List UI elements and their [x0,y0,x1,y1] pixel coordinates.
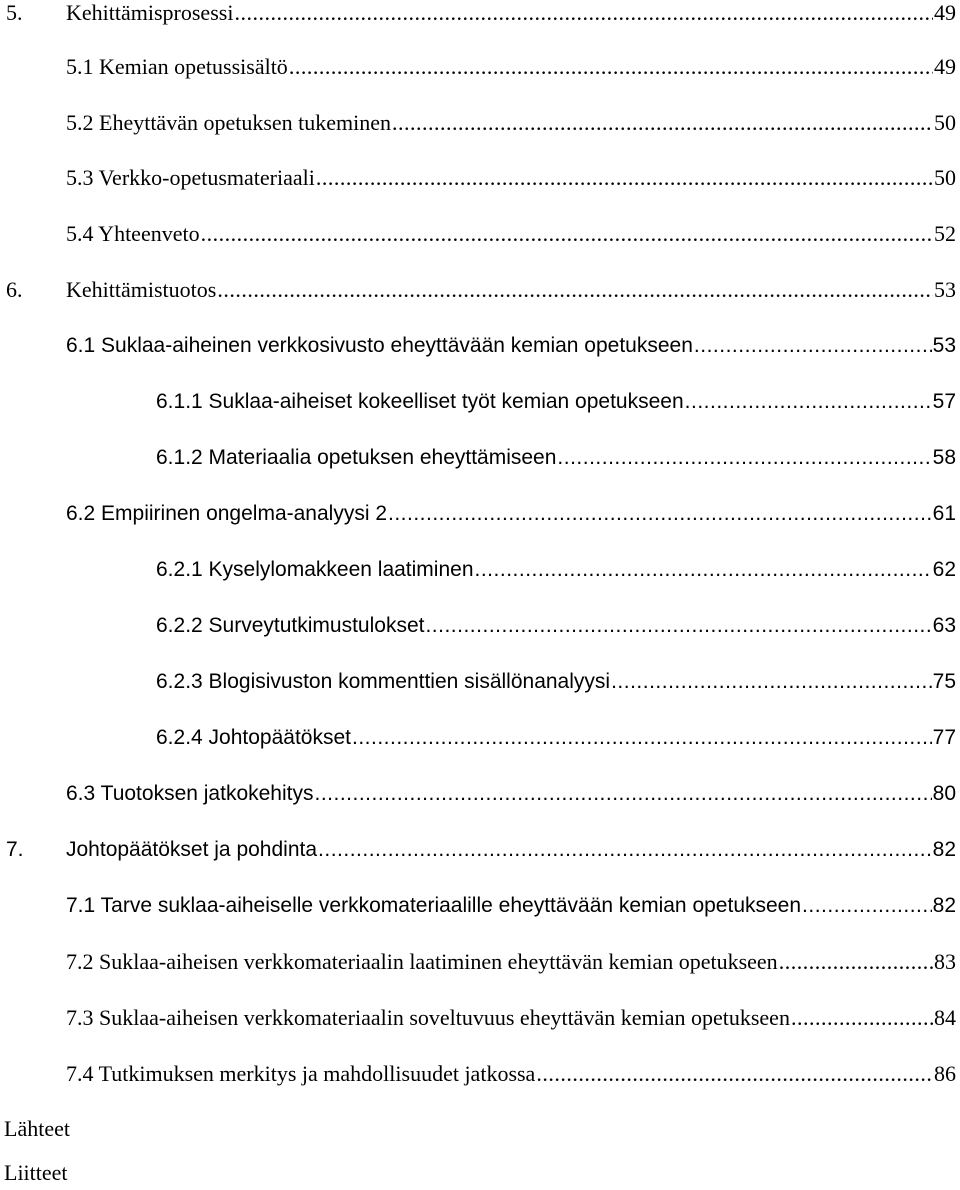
toc-entry-title: 7.3 Suklaa-aiheisen verkkomateriaalin soveltuvuus eheyttävän kemian opetukseen [66,1005,790,1030]
toc-entry-page: 50 [934,165,956,190]
toc-leader [392,106,933,140]
toc-entry-page: 53 [932,334,956,357]
toc-entry-title: Kehittämisprosessi [66,0,234,25]
toc-entry-title: 6.1.2 Materiaalia opetuksen eheyttämiseen [156,446,557,469]
toc-entry-title: 6.2.4 Johtopäätökset [156,726,351,749]
toc-leader [316,161,933,195]
toc-entry-title: 7.2 Suklaa-aiheisen verkkomateriaalin laatiminen eheyttävän kemian opetukseen [66,949,778,974]
toc-entry-title: 6.3 Tuotoksen jatkokehitys [66,782,314,805]
toc-leader [314,777,931,811]
toc-entry-number: 7. [6,838,24,861]
toc-entry-title: 6.2.3 Blogisivuston kommenttien sisällönanalyysi [156,670,611,693]
toc-entry-page: 86 [934,1061,956,1086]
toc-entry-page: 75 [932,670,956,693]
toc-entry-page: 82 [932,894,956,917]
toc-entry-title: 5.2 Eheyttävän opetuksen tukeminen [66,110,392,135]
toc-leader [779,945,933,979]
toc-entry-page: 61 [932,502,956,525]
toc-leader [201,217,933,251]
toc-entry-title: 5.4 Yhteenveto [66,221,200,246]
toc-leader [611,665,932,699]
toc-leader [352,721,932,755]
toc-entry-title: 5.3 Verkko-opetusmateriaali [66,165,315,190]
toc-entry-title: 6.2.1 Kyselylomakkeen laatiminen [156,558,474,581]
toc-leader [685,385,932,419]
toc-entry-page: 77 [932,726,956,749]
toc-references[interactable]: Lähteet [4,1116,70,1141]
toc-entry-page: 82 [932,838,956,861]
toc-entry-page: 83 [934,949,956,974]
toc-entry-page: 58 [932,446,956,469]
toc-leader [318,833,932,867]
toc-leader [536,1057,933,1091]
toc-entry-title: 6.2.2 Surveytutkimustulokset [156,614,425,637]
toc-entry-page: 84 [934,1005,956,1030]
toc-entry-page: 63 [932,614,956,637]
toc-appendices[interactable]: Liitteet [4,1160,68,1185]
toc-entry-title: 6.1 Suklaa-aiheinen verkkosivusto eheyttävään kemian opetukseen [66,334,693,357]
toc-entry-page: 80 [932,782,956,805]
toc-entry-title: 6.1.1 Suklaa-aiheiset kokeelliset työt kemian opetukseen [156,390,684,413]
toc-leader [289,50,933,84]
toc-entry-page: 57 [932,390,956,413]
toc-entry-title: Johtopäätökset ja pohdinta [66,838,318,861]
toc-leader [475,553,932,587]
toc-entry-title: Kehittämistuotos [66,277,217,302]
toc-leader [694,329,932,363]
toc-entry-title: 5.1 Kemian opetussisältö [66,54,288,79]
toc-entry-page: 62 [932,558,956,581]
toc-entry-title: 7.1 Tarve suklaa-aiheiselle verkkomateriaalille eheyttävään kemian opetukseen [66,894,802,917]
toc-leader [425,609,931,643]
toc-entry-title: 7.4 Tutkimuksen merkitys ja mahdollisuudet jatkossa [66,1061,536,1086]
toc-leader [557,441,931,475]
toc-entry-number: 6. [6,277,23,302]
toc-entry-number: 5. [6,0,23,25]
toc-entry-page: 50 [934,110,956,135]
toc-leader [791,1001,933,1035]
toc-entry-page: 52 [934,221,956,246]
toc-leader [234,0,933,30]
toc-leader [388,497,932,531]
toc-entry-title: 6.2 Empiirinen ongelma-analyysi 2 [66,502,387,525]
toc-entry-page: 49 [934,54,956,79]
toc-leader [802,889,932,923]
toc-entry-page: 53 [934,277,956,302]
toc-leader [217,273,933,307]
toc-entry-page: 49 [934,0,956,25]
